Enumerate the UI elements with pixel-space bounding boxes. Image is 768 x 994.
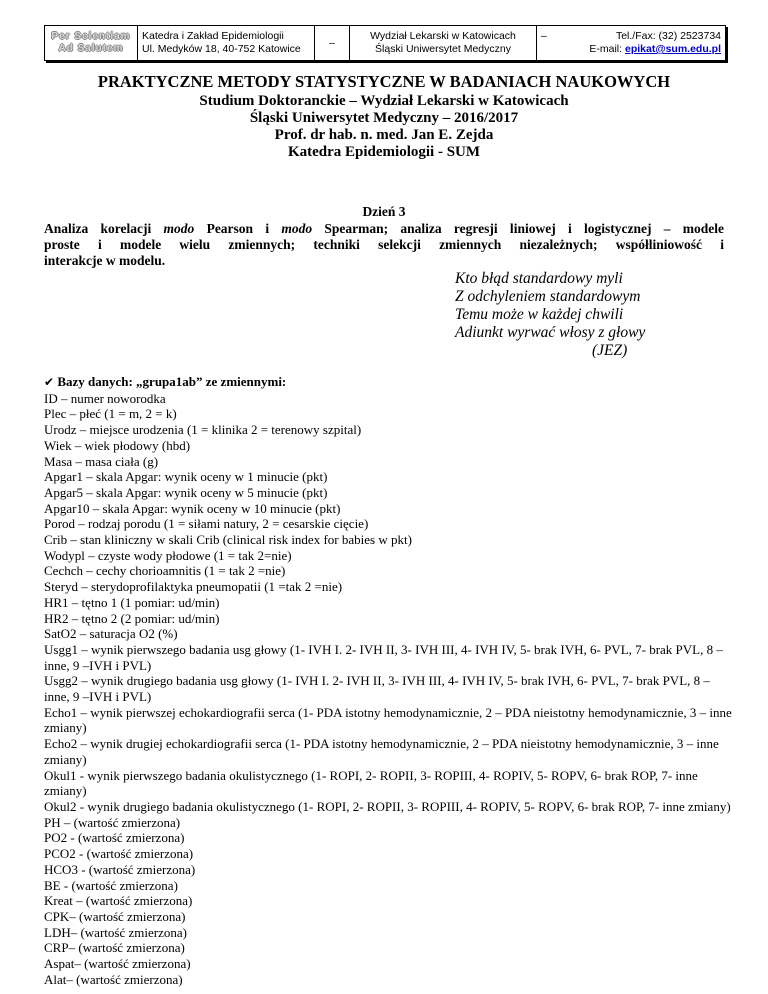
university-year: Śląski Uniwersytet Medyczny – 2016/2017	[249, 110, 519, 126]
variable-item: Kreat – (wartość zmierzona)	[44, 893, 193, 909]
variable-item: Cechch – cechy chorioamnitis (1 = tak 2 =nie)	[44, 563, 286, 579]
department-address	[138, 26, 315, 60]
variable-item: CPK– (wartość zmierzona)	[44, 908, 186, 924]
letterhead	[44, 25, 726, 61]
variable-item: Urodz – miejsce urodzenia (1 = klinika 2 = terenowy szpital)	[44, 422, 362, 438]
variable-item: BE - (wartość zmierzona)	[44, 877, 178, 893]
poem-line: Z odchyleniem standardowym	[455, 288, 641, 305]
variables-list	[44, 374, 734, 987]
variable-item: HR2 – tętno 2 (2 pomiar: ud/min)	[44, 610, 220, 626]
variable-item: HR1 – tętno 1 (1 pomiar: ud/min)	[44, 594, 220, 610]
variable-item: Okul2 - wynik drugiego badania okulistycznego (1- ROPI, 2- ROPII, 3- ROPIII, 4- ROPIV, 5- ROPV, 6- brak ROP, 7- inne zmiany)	[44, 798, 731, 814]
variable-item: Apgar10 – skala Apgar: wynik oceny w 10 minucie (pkt)	[44, 500, 341, 516]
phone-fax: Tel./Fax: (32) 2523734	[615, 30, 721, 42]
separator: –	[541, 30, 547, 42]
poem-signature: (JEZ)	[592, 342, 628, 359]
variable-item: Crib – stan kliniczny w skali Crib (clinical risk index for babies w pkt)	[44, 532, 412, 548]
separator: –	[315, 26, 350, 60]
department-street: Ul. Medyków 18, 40-752 Katowice	[142, 43, 301, 55]
contact-info	[537, 26, 725, 60]
department: Katedra Epidemiologii - SUM	[287, 144, 481, 160]
variable-item: Usgg1 – wynik pierwszego badania usg głowy (1- IVH I. 2- IVH II, 3- IVH III, 4- IVH IV, 5- brak IVH, 6- PVL, 7- brak PVL, 8 – inne, 9 –IVH i PVL)	[44, 641, 723, 673]
variable-item: Porod – rodzaj porodu (1 = siłami natury, 2 = cesarskie cięcie)	[44, 516, 369, 532]
variable-item: Aspat– (wartość zmierzona)	[44, 956, 191, 972]
variable-item: SatO2 – saturacja O2 (%)	[44, 626, 178, 642]
variable-item: Wiek – wiek płodowy (hbd)	[44, 437, 191, 453]
variable-item: PCO2 - (wartość zmierzona)	[44, 846, 194, 862]
topic-line: Analiza korelacji modo Pearson i modo Spearman; analiza regresji liniowej i logistycznej – modele	[44, 221, 724, 236]
university-logo: Per Scientiam Ad Salutem	[45, 26, 138, 60]
email-link[interactable]: epikat@sum.edu.pl	[624, 43, 721, 55]
topic-description	[44, 221, 724, 269]
variables-heading: ✔ Bazy danych: „grupa1ab” ze zmiennymi:	[44, 374, 287, 389]
variable-item: Steryd – sterydoprofilaktyka pneumopatii (1 =tak 2 =nie)	[44, 579, 343, 595]
university-name: Śląski Uniwersytet Medyczny	[375, 43, 511, 55]
faculty-name: Wydział Lekarski w Katowicach	[370, 30, 516, 42]
variable-item: Okul1 - wynik pierwszego badania okulistycznego (1- ROPI, 2- ROPII, 3- ROPIII, 4- ROPIV, 5- ROPV, 6- brak ROP, 7- inne zmiany)	[44, 767, 698, 799]
day-heading: Dzień 3	[362, 204, 406, 219]
poem-line: Temu może w każdej chwili	[455, 306, 624, 323]
topic-line: interakcje w modelu.	[44, 253, 166, 268]
poem-line: Adiunkt wyrwać włosy z głowy	[455, 324, 646, 341]
variable-item: Echo2 – wynik drugiej echokardiografii serca (1- PDA istotny hemodynamicznie, 2 – PDA nieistotny hemodynamicznie, 3 – inne zmiany)	[44, 736, 719, 767]
checkmark-icon: ✔	[44, 375, 55, 389]
variable-item: PH – (wartość zmierzona)	[44, 814, 181, 830]
variable-item: Usgg2 – wynik drugiego badania usg głowy (1- IVH I. 2- IVH II, 3- IVH III, 4- IVH IV, 5- brak IVH, 6- PVL, 7- brak PVL, 8 – inne, 9 –IVH i PVL)	[44, 673, 710, 705]
variable-item: CRP– (wartość zmierzona)	[44, 940, 185, 956]
variable-item: Apgar5 – skala Apgar: wynik oceny w 5 minucie (pkt)	[44, 484, 328, 500]
poem	[455, 270, 645, 360]
variable-item: Apgar1 – skala Apgar: wynik oceny w 1 minucie (pkt)	[44, 469, 328, 485]
course-subtitle: Studium Doktoranckie – Wydział Lekarski w Katowicach	[199, 93, 569, 109]
variable-items	[44, 391, 734, 988]
variable-item: Echo1 – wynik pierwszej echokardiografii serca (1- PDA istotny hemodynamicznie, 2 – PDA nieistotny hemodynamicznie, 3 – inne zmiany)	[44, 704, 732, 736]
variable-item: ID – numer noworodka	[44, 390, 166, 406]
variable-item: Masa – masa ciała (g)	[44, 453, 159, 469]
department-name: Katedra i Zakład Epidemiologii	[142, 30, 284, 42]
poem-line: Kto błąd standardowy myli	[455, 270, 623, 287]
topic-line: proste i modele wielu zmiennych; techniki selekcji zmiennych niezależnych; współliniowość i	[44, 237, 724, 252]
course-title: PRAKTYCZNE METODY STATYSTYCZNE W BADANIACH NAUKOWYCH	[97, 72, 671, 91]
variable-item: PO2 - (wartość zmierzona)	[44, 830, 185, 846]
lecturer: Prof. dr hab. n. med. Jan E. Zejda	[274, 127, 494, 143]
email-label: E-mail:	[589, 43, 623, 55]
variable-item: Wodypl – czyste wody płodowe (1 = tak 2=nie)	[44, 547, 292, 563]
variable-item: Alat– (wartość zmierzona)	[44, 971, 183, 987]
variable-item: LDH– (wartość zmierzona)	[44, 924, 187, 940]
faculty-info	[350, 26, 537, 60]
variable-item: Plec – płeć (1 = m, 2 = k)	[44, 406, 177, 422]
variable-item: HCO3 - (wartość zmierzona)	[44, 861, 196, 877]
